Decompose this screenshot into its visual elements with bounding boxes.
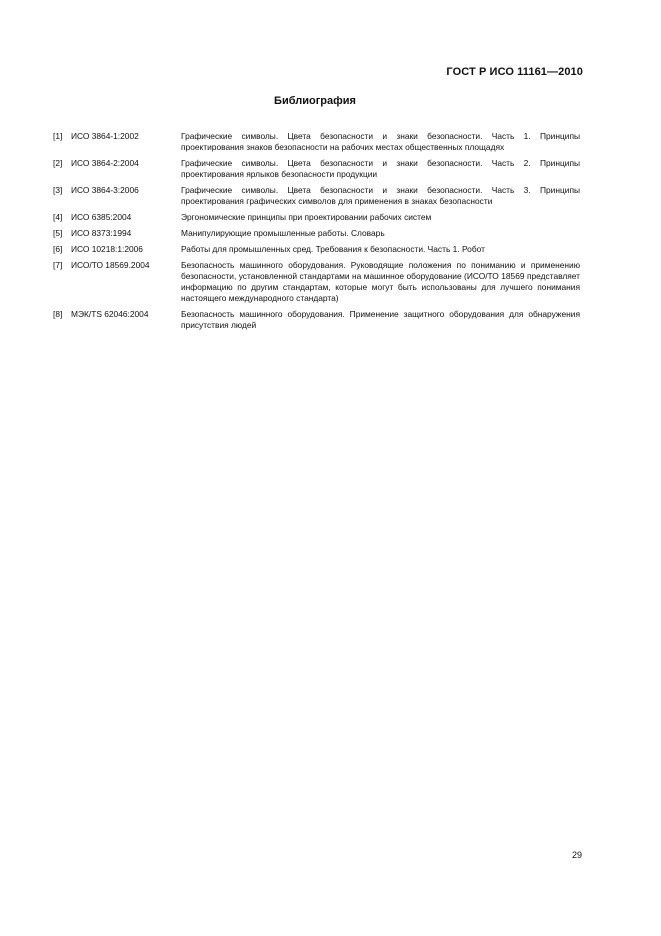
entry-reference: ИСО 6385:2004 — [71, 212, 132, 222]
entry-reference: ИСО 3864-1:2002 — [71, 131, 139, 141]
entry-description: Эргономические принципы при проектировании рабочих систем — [181, 212, 432, 222]
bibliography-entry — [53, 260, 580, 304]
bibliography-entry — [53, 309, 580, 331]
bibliography-entry — [53, 244, 580, 255]
bibliography-list — [53, 131, 580, 336]
entry-reference: ИСО 3864-3:2006 — [71, 185, 139, 195]
entry-number: [8] — [53, 309, 63, 319]
entry-reference: ИСО 8373:1994 — [71, 228, 132, 238]
entry-description: Безопасность машинного оборудования. Применение защитного оборудования для обнаружения присутствия людей — [181, 309, 580, 330]
entry-description: Манипулирующие промышленные работы. Словарь — [181, 228, 385, 238]
entry-number: [5] — [53, 228, 63, 238]
entry-reference: ИСО 3864-2:2004 — [71, 158, 139, 168]
entry-description: Графические символы. Цвета безопасности и знаки безопасности. Часть 3. Принципы проектирования графических символов для применения в знаках безопасности — [181, 185, 580, 206]
entry-reference: ИСО/ТО 18569.2004 — [71, 260, 150, 270]
bibliography-entry — [53, 131, 580, 153]
bibliography-entry — [53, 212, 580, 223]
entry-number: [1] — [53, 131, 63, 141]
entry-description: Графические символы. Цвета безопасности и знаки безопасности. Часть 2. Принципы проектирования ярлыков безопасности продукции — [181, 158, 580, 179]
bibliography-entry — [53, 185, 580, 207]
entry-description: Графические символы. Цвета безопасности и знаки безопасности. Часть 1. Принципы проектирования знаков безопасности на рабочих местах общественных площадях — [181, 131, 580, 152]
bibliography-entry — [53, 228, 580, 239]
entry-number: [2] — [53, 158, 63, 168]
entry-description: Безопасность машинного оборудования. Руководящие положения по пониманию и применению безопасности, установленной стандартами на машинное оборудование (ИСО/ТО 18569 представляет информацию по другим стандартам, которые могут быть использованы для лучшего понимания настоящего международного стандарта) — [181, 260, 580, 303]
entry-reference: ИСО 10218:1:2006 — [71, 244, 143, 254]
standard-code: ГОСТ Р ИСО 11161—2010 — [446, 66, 583, 78]
entry-description: Работы для промышленных сред. Требования к безопасности. Часть 1. Робот — [181, 244, 485, 254]
entry-reference: МЭК/TS 62046:2004 — [71, 309, 149, 319]
entry-number: [7] — [53, 260, 63, 270]
entry-number: [4] — [53, 212, 63, 222]
entry-number: [3] — [53, 185, 63, 195]
bibliography-entry — [53, 158, 580, 180]
entry-number: [6] — [53, 244, 63, 254]
page-number: 29 — [571, 850, 582, 860]
bibliography-title: Библиография — [274, 95, 356, 107]
